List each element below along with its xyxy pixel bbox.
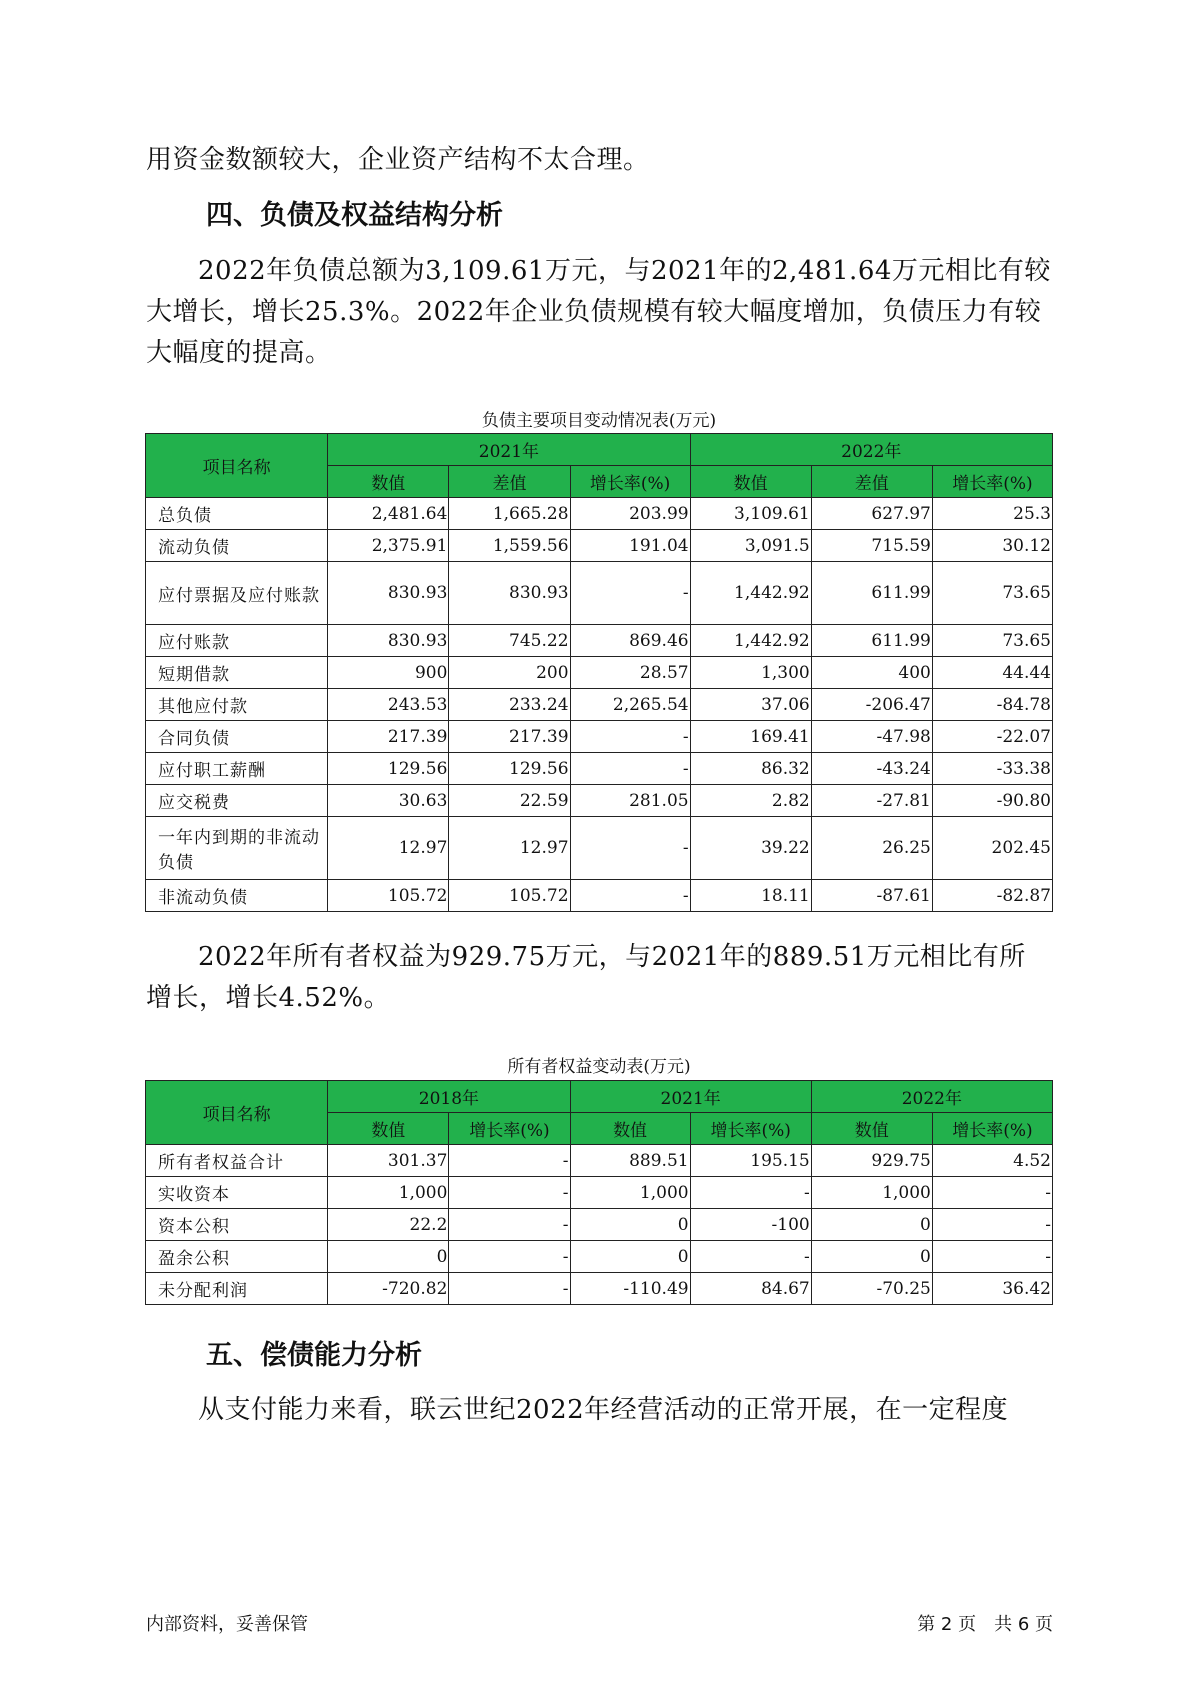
table-cell: -84.78 (932, 689, 1052, 721)
table-cell: 715.59 (811, 530, 932, 562)
table-cell: 2,375.91 (328, 530, 449, 562)
table-row (146, 753, 1053, 785)
equity-year-2021: 2021年 (570, 1081, 811, 1113)
table-cell: 1,559.56 (449, 530, 570, 562)
table-cell: - (449, 1177, 570, 1209)
table-cell: 1,442.92 (690, 562, 811, 625)
section4-paragraph-1: 2022年负债总额为3,109.61万元，与2021年的2,481.64万元相比有较大增长，增长25.3%。2022年企业负债规模有较大幅度增加，负债压力有较大幅度的提高。 (146, 256, 1051, 368)
table-cell: 12.97 (328, 817, 449, 880)
table-cell: 830.93 (328, 562, 449, 625)
table-row (146, 880, 1053, 912)
table-cell: 1,665.28 (449, 498, 570, 530)
table-row (146, 1241, 1053, 1273)
table-cell: 36.42 (932, 1273, 1052, 1305)
equity-subheader: 增长率(%) (449, 1113, 570, 1145)
table-cell: - (570, 753, 690, 785)
table-row (146, 689, 1053, 721)
equity-table-caption: 所有者权益变动表(万元) (507, 1057, 691, 1077)
table-cell: 0 (328, 1241, 449, 1273)
table-cell: 1,000 (570, 1177, 690, 1209)
table-cell: 301.37 (328, 1145, 449, 1177)
row-label: 应付账款 (146, 625, 328, 657)
row-label: 盈余公积 (146, 1241, 328, 1273)
table-cell: 191.04 (570, 530, 690, 562)
table-cell: 2,265.54 (570, 689, 690, 721)
table-cell: - (570, 562, 690, 625)
equity-subheader: 增长率(%) (932, 1113, 1052, 1145)
table-cell: - (449, 1241, 570, 1273)
table-cell: 200 (449, 657, 570, 689)
table-cell: - (570, 817, 690, 880)
section4-heading: 四、负债及权益结构分析 (206, 200, 503, 231)
table-cell: 900 (328, 657, 449, 689)
liability-subheader: 差值 (449, 466, 570, 498)
table-cell: 22.2 (328, 1209, 449, 1241)
table-cell: 18.11 (690, 880, 811, 912)
row-label: 流动负债 (146, 530, 328, 562)
row-label: 总负债 (146, 498, 328, 530)
row-label: 应付职工薪酬 (146, 753, 328, 785)
table-cell: 3,109.61 (690, 498, 811, 530)
table-cell: -47.98 (811, 721, 932, 753)
section5-paragraph-1: 从支付能力来看，联云世纪2022年经营活动的正常开展，在一定程度 (198, 1395, 1009, 1425)
table-row (146, 785, 1053, 817)
table-cell: 195.15 (690, 1145, 811, 1177)
table-cell: -70.25 (811, 1273, 932, 1305)
equity-subheader: 数值 (811, 1113, 932, 1145)
table-cell: 929.75 (811, 1145, 932, 1177)
row-label: 非流动负债 (146, 880, 328, 912)
table-row (146, 1209, 1053, 1241)
table-cell: -87.61 (811, 880, 932, 912)
table-cell: 3,091.5 (690, 530, 811, 562)
equity-subheader: 数值 (328, 1113, 449, 1145)
liability-subheader: 差值 (811, 466, 932, 498)
table-cell: 1,442.92 (690, 625, 811, 657)
table-row (146, 1177, 1053, 1209)
footer-confidential-note: 内部资料，妥善保管 (146, 1614, 308, 1635)
liability-subheader: 增长率(%) (932, 466, 1052, 498)
table-cell: 869.46 (570, 625, 690, 657)
table-cell: -33.38 (932, 753, 1052, 785)
liability-subheader: 数值 (690, 466, 811, 498)
table-cell: 1,000 (328, 1177, 449, 1209)
table-cell: - (932, 1241, 1052, 1273)
table-cell: 39.22 (690, 817, 811, 880)
table-row (146, 1273, 1053, 1305)
table-row (146, 1145, 1053, 1177)
equity-subheader: 增长率(%) (690, 1113, 811, 1145)
table-cell: 73.65 (932, 625, 1052, 657)
table-cell: 86.32 (690, 753, 811, 785)
equity-year-2018: 2018年 (328, 1081, 570, 1113)
row-label: 所有者权益合计 (146, 1145, 328, 1177)
table-cell: -22.07 (932, 721, 1052, 753)
table-cell: -82.87 (932, 880, 1052, 912)
liability-table (145, 433, 1053, 912)
table-row (146, 625, 1053, 657)
liability-subheader: 数值 (328, 466, 449, 498)
table-row (146, 657, 1053, 689)
table-cell: 2.82 (690, 785, 811, 817)
table-cell: - (932, 1177, 1052, 1209)
table-cell: - (449, 1209, 570, 1241)
table-cell: 37.06 (690, 689, 811, 721)
table-cell: 217.39 (328, 721, 449, 753)
table-cell: 203.99 (570, 498, 690, 530)
table-cell: -100 (690, 1209, 811, 1241)
table-cell: -206.47 (811, 689, 932, 721)
table-cell: 105.72 (328, 880, 449, 912)
table-cell: 22.59 (449, 785, 570, 817)
table-cell: 611.99 (811, 562, 932, 625)
row-label: 一年内到期的非流动负债 (146, 817, 328, 880)
row-label: 未分配利润 (146, 1273, 328, 1305)
table-cell: -90.80 (932, 785, 1052, 817)
table-cell: 73.65 (932, 562, 1052, 625)
equity-year-2022: 2022年 (811, 1081, 1052, 1113)
table-cell: 30.12 (932, 530, 1052, 562)
row-label: 短期借款 (146, 657, 328, 689)
table-cell: 169.41 (690, 721, 811, 753)
table-cell: - (690, 1241, 811, 1273)
table-row (146, 562, 1053, 625)
equity-subheader: 数值 (570, 1113, 690, 1145)
table-cell: 0 (811, 1209, 932, 1241)
equity-table (145, 1080, 1053, 1305)
table-cell: 1,300 (690, 657, 811, 689)
table-cell: 26.25 (811, 817, 932, 880)
section5-heading: 五、偿债能力分析 (206, 1340, 422, 1371)
table-cell: 30.63 (328, 785, 449, 817)
liability-item-header: 项目名称 (146, 434, 328, 498)
table-row (146, 721, 1053, 753)
table-cell: - (449, 1145, 570, 1177)
table-cell: - (690, 1177, 811, 1209)
table-cell: -110.49 (570, 1273, 690, 1305)
row-label: 应付票据及应付账款 (146, 562, 328, 625)
table-cell: 25.3 (932, 498, 1052, 530)
table-cell: 12.97 (449, 817, 570, 880)
table-cell: 129.56 (449, 753, 570, 785)
table-cell: 611.99 (811, 625, 932, 657)
table-cell: -43.24 (811, 753, 932, 785)
table-cell: 0 (570, 1209, 690, 1241)
table-cell: 1,000 (811, 1177, 932, 1209)
table-cell: 105.72 (449, 880, 570, 912)
table-cell: 84.67 (690, 1273, 811, 1305)
table-cell: 400 (811, 657, 932, 689)
intro-line: 用资金数额较大，企业资产结构不太合理。 (146, 145, 650, 175)
table-cell: 830.93 (328, 625, 449, 657)
liability-table-caption: 负债主要项目变动情况表(万元) (481, 411, 717, 431)
table-cell: 129.56 (328, 753, 449, 785)
table-cell: 4.52 (932, 1145, 1052, 1177)
table-cell: 0 (811, 1241, 932, 1273)
row-label: 实收资本 (146, 1177, 328, 1209)
table-cell: 217.39 (449, 721, 570, 753)
table-cell: - (570, 880, 690, 912)
table-cell: -27.81 (811, 785, 932, 817)
table-cell: 281.05 (570, 785, 690, 817)
table-cell: 627.97 (811, 498, 932, 530)
table-row (146, 817, 1053, 880)
table-cell: 202.45 (932, 817, 1052, 880)
table-cell: - (570, 721, 690, 753)
liability-year-2021: 2021年 (328, 434, 690, 466)
footer-page-number: 第 2 页 共 6 页 (917, 1614, 1053, 1635)
liability-year-2022: 2022年 (690, 434, 1052, 466)
liability-subheader: 增长率(%) (570, 466, 690, 498)
row-label: 应交税费 (146, 785, 328, 817)
table-cell: 889.51 (570, 1145, 690, 1177)
table-cell: -720.82 (328, 1273, 449, 1305)
row-label: 合同负债 (146, 721, 328, 753)
table-cell: 745.22 (449, 625, 570, 657)
equity-item-header: 项目名称 (146, 1081, 328, 1145)
table-cell: 243.53 (328, 689, 449, 721)
table-cell: 44.44 (932, 657, 1052, 689)
table-cell: 2,481.64 (328, 498, 449, 530)
row-label: 其他应付款 (146, 689, 328, 721)
table-cell: 233.24 (449, 689, 570, 721)
section4-paragraph-2: 2022年所有者权益为929.75万元，与2021年的889.51万元相比有所增长，增长4.52%。 (146, 942, 1026, 1013)
table-row (146, 530, 1053, 562)
table-cell: 28.57 (570, 657, 690, 689)
table-cell: 830.93 (449, 562, 570, 625)
table-cell: - (449, 1273, 570, 1305)
table-cell: 0 (570, 1241, 690, 1273)
table-row (146, 498, 1053, 530)
row-label: 资本公积 (146, 1209, 328, 1241)
table-cell: - (932, 1209, 1052, 1241)
